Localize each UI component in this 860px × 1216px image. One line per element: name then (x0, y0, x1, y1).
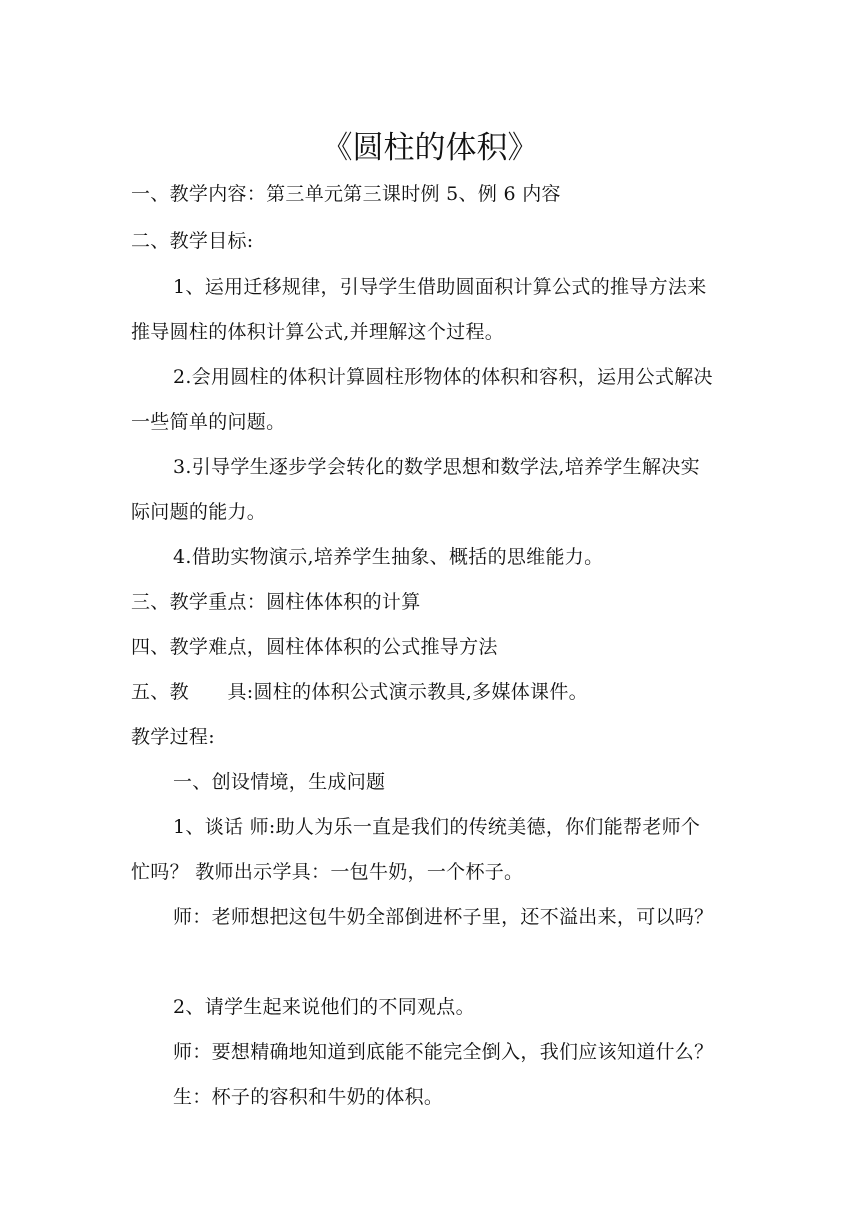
objective-1-line-1: 1、运用迁移规律，引导学生借助圆面积计算公式的推导方法来 (173, 276, 707, 298)
objective-2-line-2: 一些简单的问题。 (131, 411, 286, 433)
section-teaching-aids-line: 五、教 具:圆柱的体积公式演示教具,多媒体课件。 (131, 681, 588, 703)
teaching-process-heading: 教学过程: (131, 726, 215, 748)
document-title: 《圆柱的体积》 (321, 130, 539, 166)
objective-3-line-2: 际问题的能力。 (131, 501, 267, 523)
section-content-line: 一、教学内容：第三单元第三课时例 5、例 6 内容 (131, 183, 561, 205)
process-teacher-question-line: 师：老师想把这包牛奶全部倒进杯子里，还不溢出来，可以吗？ (173, 906, 714, 928)
process-teacher-question-2-line: 师：要想精确地知道到底能不能完全倒入，我们应该知道什么？ (173, 1041, 714, 1063)
section-difficulties-line: 四、教学难点，圆柱体体积的公式推导方法 (131, 636, 498, 658)
objective-1-line-2: 推导圆柱的体积计算公式,并理解这个过程。 (131, 321, 505, 343)
process-step-2-line: 2、请学生起来说他们的不同观点。 (173, 996, 475, 1018)
objective-3-line-1: 3.引导学生逐步学会转化的数学思想和数学法,培养学生解决实 (173, 456, 700, 478)
objective-4-line: 4.借助实物演示,培养学生抽象、概括的思维能力。 (173, 546, 604, 568)
process-talk-line-2: 忙吗？ 教师出示学具：一包牛奶，一个杯子。 (131, 861, 524, 883)
section-objectives-heading: 二、教学目标: (131, 230, 254, 252)
section-key-points-line: 三、教学重点：圆柱体体积的计算 (131, 591, 421, 613)
process-step-1-heading: 一、创设情境，生成问题 (173, 771, 386, 793)
objective-2-line-1: 2.会用圆柱的体积计算圆柱形物体的体积和容积，运用公式解决 (173, 366, 713, 388)
process-talk-line-1: 1、谈话 师:助人为乐一直是我们的传统美德，你们能帮老师个 (173, 816, 701, 838)
process-student-answer-line: 生：杯子的容积和牛奶的体积。 (173, 1086, 444, 1108)
